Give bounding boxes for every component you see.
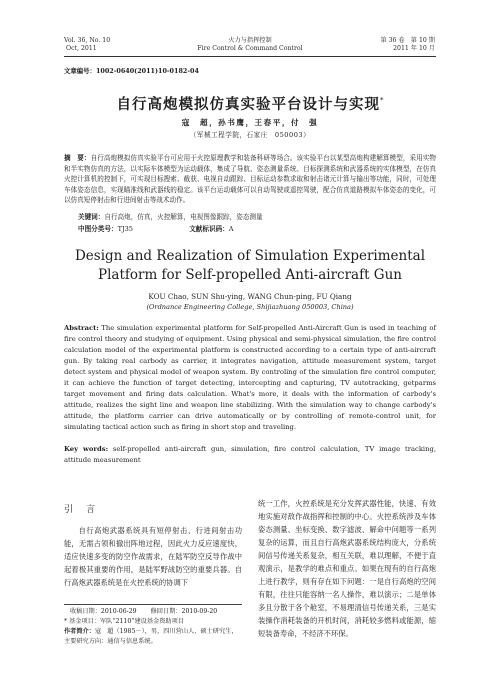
footnote-bio [64,627,242,646]
cn-classification [78,224,436,235]
article-id: 文章编号：1002-0640(2011)10-0182-04 [64,67,199,75]
cn-title-block [64,94,436,114]
footnote-bio-label: 作者简介： [64,628,95,635]
cn-keywords-text: 自行高炮，仿真，火控解算，电视图像跟踪，姿态测量 [104,213,263,221]
header-rule [64,56,436,57]
header-right-vol: 第 36 卷 第 10 期 [380,37,435,44]
cn-clc-label: 中图分类号： [78,225,118,233]
cn-abstract [64,153,436,206]
cn-abstract-label: 摘 要： [64,154,91,162]
footnote-dates [70,607,242,617]
cn-doc-code-label: 文献标识码： [189,225,229,233]
left-column-text [64,524,242,589]
cn-doc-code-value: A [228,225,234,233]
en-keywords-text: self-propelled anti-aircraft gun, simulation, fire control calculation, TV image tracking, attitude measurement [64,445,436,464]
cn-title-mark: * [380,96,384,105]
en-keywords [64,444,436,466]
en-title-line1: Design and Realization of Simulation Experimental [74,248,426,264]
en-title-line2: Platform for Self-propelled Anti-aircraft Gun [98,267,402,283]
footnote-revised: 修回日期：2010-09-20 [150,608,218,615]
cn-authors: 寇 超，孙书鹰，王春平，付 强 [181,118,319,127]
en-abstract-label: Abstract: [64,324,99,332]
intro-heading: 引 言 [64,505,98,515]
cn-keywords [78,212,436,223]
en-affiliation: (Ordnance Engineering College, Shijiazhuang 050003, China) [146,303,354,311]
footnote-rule [64,604,242,605]
cn-abstract-text: 自行高炮模拟仿真实验平台可应用于火控原理教学和装备科研等场合。该实验平台以某型高炮构建解算模型，采用实物和半实物仿真的方法，以实际车体模型为运动载体，集成了导航、姿态测量系统、目标探测系统和武器系统的实体模型，在仿真火控计算机的控制下，可实现目标搜索、截获、电视自动跟踪、目标运动参数求取和射击诸元计算与输出等功能，同时，可处理车体姿态信息，实现瞄准线和武器线的稳定。该平台运动载体可以自动驾驶或遥控驾驶，配合仿真道路模拟车体姿态的变化，可以仿真短停射击和行进间射击等战术动作。 [64,154,437,205]
cn-title: 自行高炮模拟仿真实验平台设计与实现 [116,96,380,113]
cn-affiliation: （军械工程学院，石家庄 050003） [189,131,311,139]
footnote-received: 收稿日期：2010-06-29 [70,608,137,615]
header-left-date: Oct, 2011 [66,45,97,52]
en-abstract [64,323,436,433]
cn-keywords-label: 关键词： [78,213,105,221]
header-left-vol: Vol. 36, No. 10 [64,37,111,44]
right-column-text: 统一工作，火控系统是充分发挥武器性能，快速、有效地实施对敌作战指挥和控制的中心。火控系统涉及车体姿态测量、坐标变换、数字滤波、解命中问题等一系列复杂的运算，而且自行高炮武器系统结构庞大，分系统间信号传递关系复杂，相互关联，难以理解，不便于直观演示，是教学的难点和重点。如果在现有的自行高炮上进行教学，则有存在如下问题：一是自行高炮的空间有限，往往只能容纳一名人操作，难以演示；二是单体多且分散于各个舱室，不易理清信号传递关系，三是实装操作消耗装备的开机时间，消耗较多燃料或能源，缩短装备寿命，不经济不环保。 [258,499,436,639]
header-journal-en: Fire Control & Command Control [197,45,303,52]
en-authors: KOU Chao, SUN Shu-ying, WANG Chun-ping, FU Qiang [148,292,352,301]
en-abstract-text: The simulation experimental platform for Self-propelled Anti-Aircraft Gun is used in teaching of fire control theory and studying of equipment. Using physical and semi-physical simulation, the fire control calculation model of the experimental platform is constructed according to a certain type of anti-aircraft gun. By taking real carbody as carrier, it integrates navigation, attitude measurement system, target detect system and physical model of weapon system. By controling of the simulation fire control computer, it can achieve the function of target detecting, intercepting and capturing, TV autotracking, getparms target movement and firing dats calculation. What's more, it deals with the information of carbody's attitude, realizes the sight line and weapon line stabilizing. With the simulation way to change carbody's attitude, the platform carrier can drive automatically or by controlling of remote-control unit, for simulating tactical action such as firing in short stop and traveling. [64,324,436,431]
en-keywords-label: Key words: [64,445,109,453]
header-journal-cn: 火力与指挥控制 [228,37,272,44]
left-column-paragraph: 自行高炮武器系统具有短停射击、行进间射击功能，无需占领和撤出阵地过程，因此火力反应速度快，适应快速多变的防空作战需求，在陆军防空反导作战中起着极其重要的作用，是陆军野战防空的重要兵器。自行高炮武器系统是在火控系统的协调下 [64,526,242,588]
header-right-date: 2011 年 10 月 [393,45,435,52]
cn-clc-value: TJ35 [117,225,133,233]
footnote-fund: * 基金项目：军队“2110”建设基金资助项目 [64,618,184,625]
footnote-bio-text: 寇 超（1985－），男，四川营山人，硕士研究生，主要研究方向：通信与信息系统。 [64,628,238,645]
